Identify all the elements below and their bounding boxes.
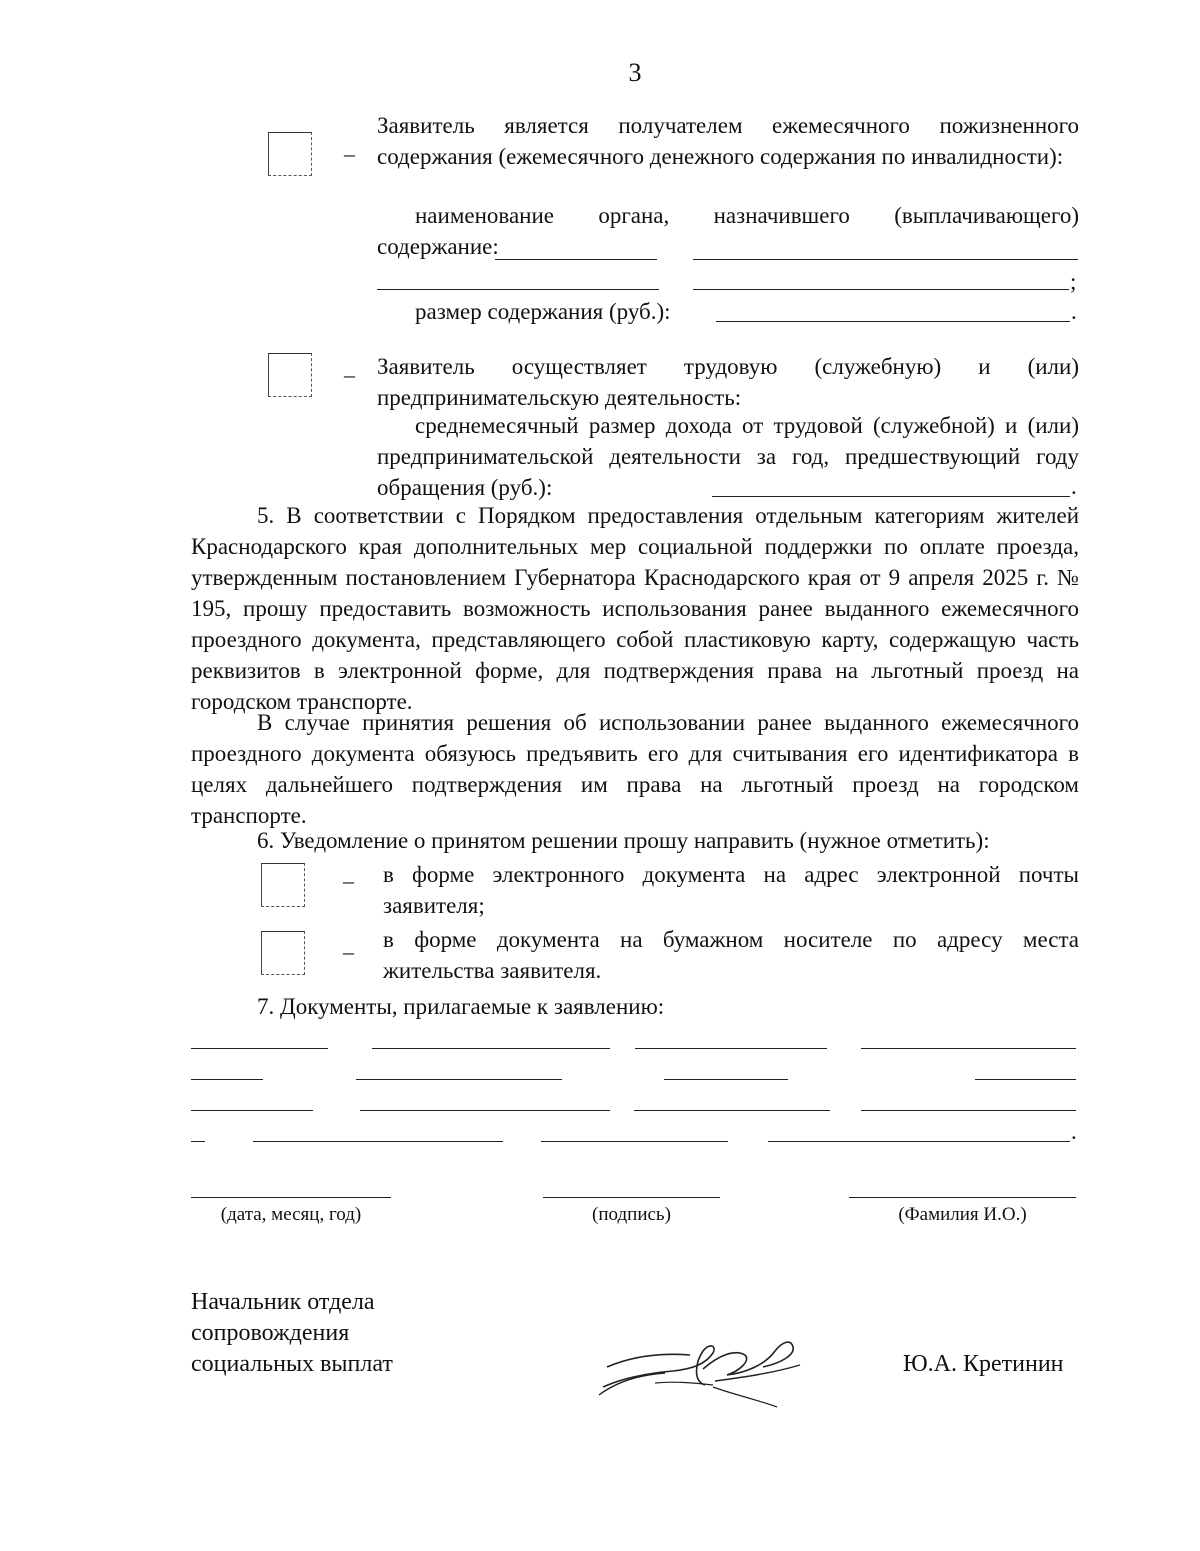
- signer-name: Ю.А. Кретинин: [903, 1351, 1064, 1377]
- documents-line-4c[interactable]: [541, 1141, 728, 1142]
- organ-field-1a[interactable]: [495, 259, 657, 260]
- position-line-2: сопровождения: [191, 1320, 350, 1346]
- work-text: Заявитель осуществляет трудовую (служебную) и (или) предпринимательскую деятельность:: [377, 354, 1079, 410]
- pension-amount-field[interactable]: [716, 321, 1070, 322]
- pension-amount-label: размер содержания (руб.):: [415, 299, 671, 324]
- documents-line-3b[interactable]: [360, 1110, 610, 1111]
- page-number: 3: [628, 58, 642, 87]
- dash-work: –: [344, 362, 355, 387]
- dash-paper: –: [343, 939, 354, 964]
- organ-field-2b[interactable]: [693, 289, 1069, 290]
- organ-semicolon: ;: [1070, 269, 1077, 294]
- pension-organ-label: [377, 200, 1079, 262]
- work-income-label-text: среднемесячный размер дохода от трудовой (служебной) и (или) предпринимательской деятельности за год, предшествующий году обращения (руб.):: [377, 413, 1079, 500]
- documents-line-4d[interactable]: [768, 1141, 1070, 1142]
- documents-line-2b[interactable]: [356, 1079, 562, 1080]
- section6-title: 6. Уведомление о принятом решении прошу направить (нужное отметить):: [257, 828, 990, 853]
- documents-line-2d[interactable]: [975, 1079, 1076, 1080]
- pension-text: Заявитель является получателем ежемесячного пожизненного содержания (ежемесячного денежного содержания по инвалидности):: [377, 113, 1079, 169]
- checkbox-work[interactable]: [268, 353, 312, 397]
- documents-line-3d[interactable]: [861, 1110, 1076, 1111]
- option-paper-text: в форме документа на бумажном носителе по адресу места жительства заявителя.: [383, 927, 1079, 983]
- pension-organ-label-text: наименование органа, назначившего (выплачивающего) содержание:: [377, 203, 1079, 259]
- checkbox-email[interactable]: [261, 863, 305, 907]
- documents-line-2a[interactable]: [191, 1079, 263, 1080]
- organ-field-2a[interactable]: [377, 289, 659, 290]
- work-income-dot: .: [1071, 474, 1077, 499]
- section7-title: 7. Документы, прилагаемые к заявлению:: [257, 994, 665, 1019]
- documents-line-1a[interactable]: [191, 1048, 328, 1049]
- documents-line-4a[interactable]: [191, 1141, 205, 1142]
- position-line-3: социальных выплат: [191, 1351, 393, 1377]
- section5-paragraph-1: 5. В соответствии с Порядком предоставления отдельным категориям жителей Краснодарского края дополнительных мер социальной поддержки по оплате проезда, утвержденным постановлением Губернатора Краснодарского края от 9 апреля 2025 г. № 195, прошу предоставить возможность использования ранее выданного ежемесячного проездного документа, представляющего собой пластиковую карту, содержащую часть реквизитов в электронной форме, для подтверждения права на льготный проезд на городском транспорте.: [191, 503, 1079, 714]
- position-line-1: Начальник отдела: [191, 1289, 375, 1315]
- documents-line-1b[interactable]: [372, 1048, 610, 1049]
- date-line[interactable]: [191, 1197, 391, 1198]
- dash-pension: –: [344, 141, 355, 166]
- work-income-label: [377, 410, 1079, 503]
- documents-line-2c[interactable]: [664, 1079, 788, 1080]
- documents-line-3a[interactable]: [191, 1110, 313, 1111]
- option-email-text: в форме электронного документа на адрес электронной почты заявителя;: [383, 862, 1079, 918]
- caption-name: (Фамилия И.О.): [898, 1204, 1027, 1225]
- checkbox-pension[interactable]: [268, 132, 312, 176]
- signature-line[interactable]: [543, 1197, 720, 1198]
- documents-line-1c[interactable]: [635, 1048, 827, 1049]
- caption-date: (дата, месяц, год): [220, 1204, 362, 1225]
- name-line[interactable]: [849, 1197, 1076, 1198]
- section5-paragraph-2: В случае принятия решения об использовании ранее выданного ежемесячного проездного документа обязуюсь предъявить его для считывания его идентификатора в целях дальнейшего подтверждения им права на льготный проезд на городском транспорте.: [191, 710, 1079, 828]
- documents-line-3c[interactable]: [634, 1110, 830, 1111]
- caption-signature: (подпись): [592, 1204, 671, 1225]
- documents-line-1d[interactable]: [861, 1048, 1076, 1049]
- documents-dot: .: [1071, 1119, 1077, 1144]
- work-income-field[interactable]: [712, 496, 1070, 497]
- checkbox-paper[interactable]: [261, 931, 305, 975]
- documents-line-4b[interactable]: [253, 1141, 503, 1142]
- dash-email: –: [343, 868, 354, 893]
- organ-field-1b[interactable]: [693, 259, 1078, 260]
- pension-amount-dot: .: [1071, 299, 1077, 324]
